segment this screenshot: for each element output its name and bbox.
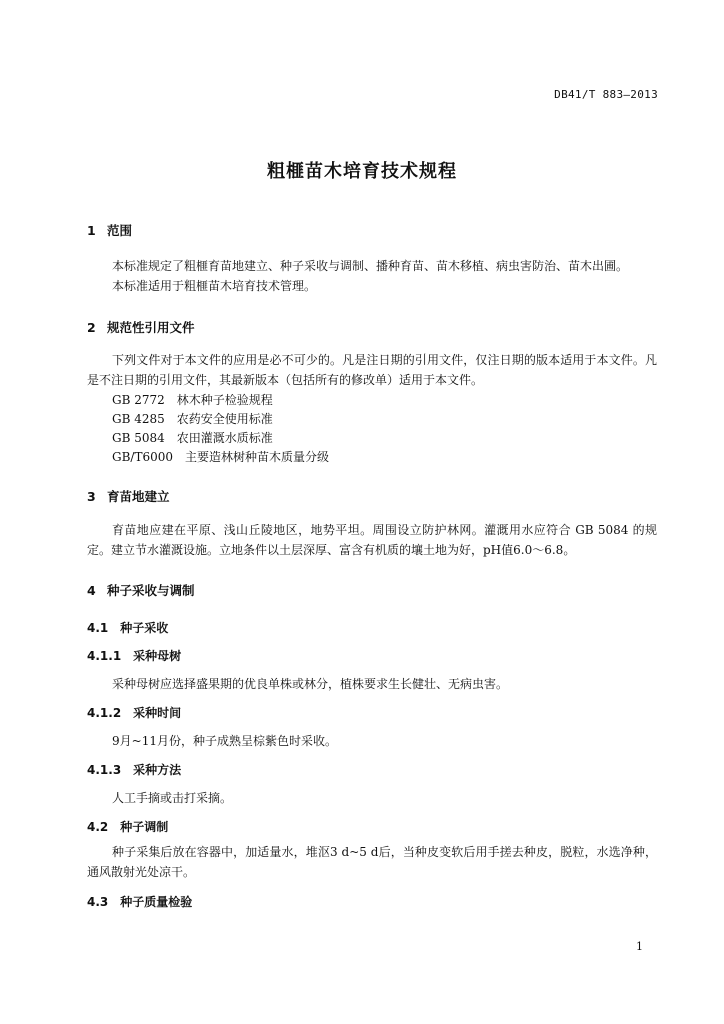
section-number: 2 [87,320,96,335]
subsection-title: 种子采收 [120,621,169,635]
subsection-title: 采种时间 [133,706,182,720]
section-title: 规范性引用文件 [107,320,195,335]
section-title: 范围 [107,223,133,238]
subsection-4-1-1-paragraph: 采种母树应选择盛果期的优良单株或林分，植株要求生长健壮、无病虫害。 [112,677,509,691]
section-2-heading [87,318,195,336]
subsection-4-1-heading [87,619,168,636]
subsection-number: 4.1 [87,621,109,635]
subsection-4-1-3-heading [87,761,181,778]
section-title: 种子采收与调制 [107,583,195,598]
subsection-number: 4.2 [87,820,109,834]
subsection-4-2-heading [87,818,168,835]
subsection-4-1-2-paragraph: 9月~11月份，种子成熟呈棕紫色时采收。 [112,734,337,748]
subsection-4-2-paragraph: 种子采集后放在容器中，加适量水，堆沤3 d~5 d后，当种皮变软后用手搓去种皮，脱粒，水选净种，通风散射光处凉干。 [87,845,657,879]
page-number: 1 [636,940,643,953]
subsection-number: 4.1.3 [87,763,122,777]
reference-code: GB 4285 [112,412,165,426]
reference-code: GB 2772 [112,393,165,407]
section-2-paragraph: 下列文件对于本文件的应用是必不可少的。凡是注日期的引用文件，仅注日期的版本适用于本文件。凡是不注日期的引用文件，其最新版本（包括所有的修改单）适用于本文件。 [87,353,657,387]
section-title: 育苗地建立 [107,489,170,504]
reference-name: 主要造林树种苗木质量分级 [185,450,330,464]
section-1-paragraph-1: 本标准规定了粗榧育苗地建立、种子采收与调制、播种育苗、苗木移植、病虫害防治、苗木出圃。 [112,259,629,273]
subsection-4-1-1-heading [87,647,181,664]
section-number: 1 [87,223,96,238]
subsection-title: 采种母树 [133,649,182,663]
section-number: 3 [87,489,96,504]
section-4-heading [87,581,195,599]
subsection-title: 采种方法 [133,763,182,777]
reference-code: GB 5084 [112,431,165,445]
standard-code: DB41/T 883—2013 [554,88,658,101]
section-number: 4 [87,583,96,598]
section-1-heading [87,221,132,239]
subsection-4-1-2-heading [87,704,181,721]
reference-name: 林木种子检验规程 [176,393,273,407]
section-3-heading [87,487,170,505]
reference-item [112,410,273,427]
reference-name: 农田灌溉水质标准 [176,431,273,445]
reference-item [112,391,273,408]
reference-item [112,429,273,446]
subsection-number: 4.1.2 [87,706,122,720]
reference-name: 农药安全使用标准 [176,412,273,426]
reference-code: GB/T6000 [112,450,173,464]
section-3-paragraph: 育苗地应建在平原、浅山丘陵地区，地势平坦。周围设立防护林网。灌溉用水应符合 GB 5084 的规定。建立节水灌溉设施。立地条件以土层深厚、富含有机质的壤土地为好，pH值6.0～6.8。 [87,523,657,557]
subsection-number: 4.3 [87,895,109,909]
subsection-number: 4.1.1 [87,649,122,663]
section-1-paragraph-2: 本标准适用于粗榧苗木培育技术管理。 [112,279,317,293]
document-title: 粗榧苗木培育技术规程 [267,161,457,182]
reference-item [112,448,329,465]
subsection-4-1-3-paragraph: 人工手摘或击打采摘。 [112,791,233,805]
subsection-title: 种子质量检验 [120,895,193,909]
subsection-title: 种子调制 [120,820,169,834]
subsection-4-3-heading [87,893,192,910]
